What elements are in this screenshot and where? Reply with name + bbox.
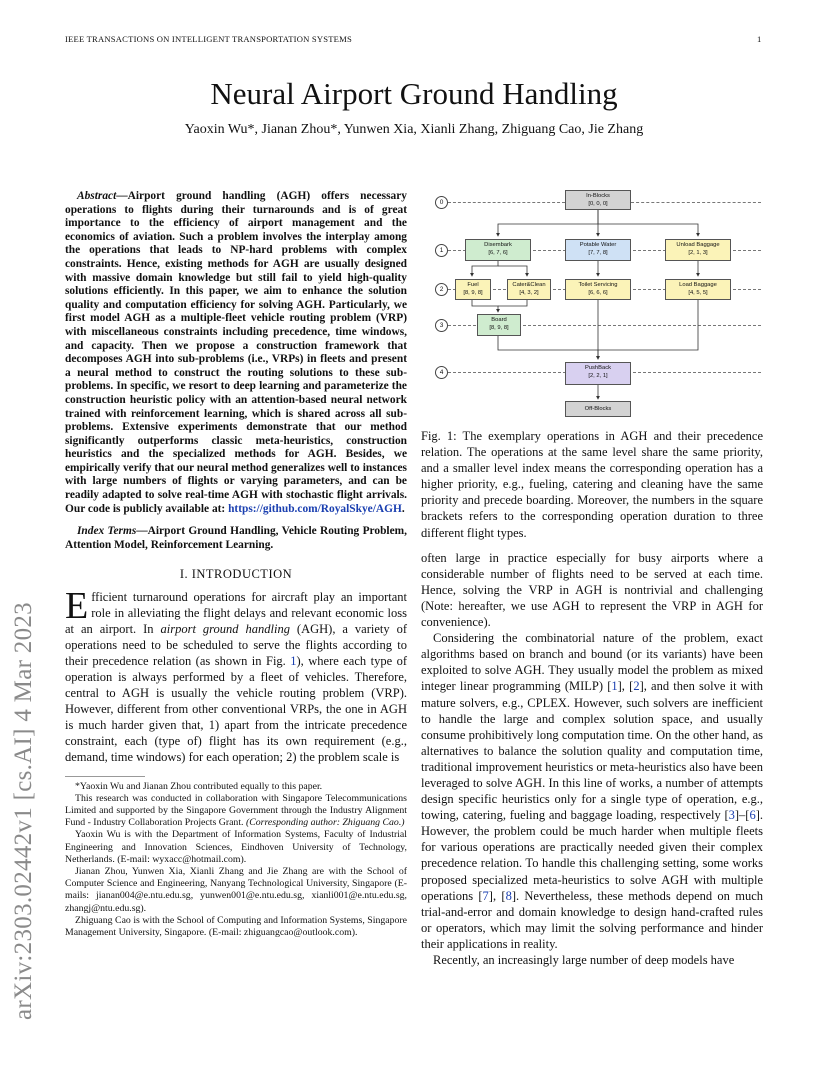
footnote-1: *Yaoxin Wu and Jianan Zhou contributed equally to this paper.: [75, 780, 323, 792]
footnote-3: Yaoxin Wu is with the Department of Information Systems, Faculty of Industrial Engineering and Innovation Sciences, Eindhoven University of Technology, Netherlands. (E-mail: wyxacc@hotmail.com).: [65, 829, 407, 865]
level-3-circle: 3: [435, 319, 448, 332]
paper-title: Neural Airport Ground Handling: [210, 76, 618, 111]
abstract-label: Abstract: [77, 190, 117, 202]
precedence-diagram: [425, 188, 765, 420]
left-column: [65, 190, 407, 939]
toilet-servicing-label: Toilet Servicing: [578, 282, 618, 288]
cite-1[interactable]: 1: [611, 679, 618, 694]
disembark-duration: [6, 7, 6]: [488, 249, 508, 256]
intro-term: airport ground handling: [160, 621, 290, 636]
intro-paragraph: [65, 584, 407, 766]
toilet-servicing-box: [565, 279, 631, 300]
figure-caption: Fig. 1: The exemplary operations in AGH and their precedence relation. The operations at the same level share the same priority, and a smaller level index means the corresponding operation has a higher priority, e.g., fueling, catering and cleaning have the same priority and precede boarding. Moreover, the numbers in the square brackets refers to the corresponding operation duration to three different flight types.: [421, 429, 763, 540]
right-paragraph-1: often large in practice especially for busy airports where a considerable number of flights need to be served at each time. Hence, solving the VRP in AGH is nontrivial and challenging (Note: hereafter, we use AGH to represent the VRP in AGH for convenience).: [421, 550, 763, 630]
potable-water-duration: [7, 7, 8]: [588, 249, 608, 256]
footnote-4: Jianan Zhou, Yunwen Xia, Xianli Zhang and Jie Zhang are with the School of Computer Science and Engineering, Nanyang Technological University, Singapore (E-mails: jianan004@e.ntu.edu.sg, yunwen001@e.ntu.edu.sg, xianli001@e.ntu.edu.sg, zhangj@ntu.edu.sg).: [65, 865, 407, 914]
rp2-text-b: ], [: [617, 679, 634, 694]
level-1-circle: 1: [435, 244, 448, 257]
potable-water-label: Potable Water: [579, 242, 617, 248]
off-blocks-box: [565, 401, 631, 417]
footnote-2-text: This research was conducted in collaboration with Singapore Telecommunications Limited and supported by the Singapore Government through the Industry Alignment Fund - Industry Collaboration Projects Grant.: [65, 792, 407, 829]
arxiv-stamp: arXiv:2303.02442v1 [cs.AI] 4 Mar 2023: [10, 602, 37, 1020]
unload-baggage-label: Unload Baggage: [676, 242, 720, 248]
footnote-2: [65, 793, 407, 830]
fuel-label: Fuel: [467, 282, 479, 288]
index-terms: [65, 525, 407, 552]
index-terms-label: Index Terms: [77, 525, 137, 538]
fuel-duration: [8, 9, 8]: [463, 289, 483, 296]
cite-3[interactable]: 3: [728, 808, 735, 823]
running-header: IEEE TRANSACTIONS ON INTELLIGENT TRANSPORTATION SYSTEMS: [65, 34, 352, 44]
rp2-text-e: ]. However, the problem could be much harder when multiple fleets for various operations are practically needed given their complex precedence relation. To handle this challenging setting, some works proposed specialized meta-heuristics to solve AGH with multiple operations [: [421, 808, 763, 903]
pushback-label: PushBack: [584, 365, 612, 371]
page-number: 1: [757, 34, 762, 44]
load-baggage-duration: [4, 5, 5]: [688, 289, 708, 296]
board-box: [477, 314, 521, 336]
right-paragraph-2: [421, 630, 763, 952]
board-label: Board: [491, 317, 507, 323]
in-blocks-box: [565, 190, 631, 210]
intro-text-1: fficient turnaround operations for aircraft play an important role in alleviating the flight delays and relevant economic loss at an airport. In: [65, 589, 407, 636]
rp2-text-d: ]–[: [734, 808, 750, 823]
unload-baggage-box: [665, 239, 731, 261]
off-blocks-label: Off-Blocks: [584, 406, 612, 412]
in-blocks-label: In-Blocks: [586, 193, 610, 199]
level-4-circle: 4: [435, 366, 448, 379]
fuel-box: [455, 279, 491, 300]
intro-text-3: ), where each type of operation is always performed by a fleet of vehicles. Therefore, central to AGH is usually the vehicle routing problem (VRP). However, different from other conventional VRPs, the one in AGH is much harder given that, 1) apart from the intricate precedence constraint, each (type of) flight has its own requirement (e.g., demand, time windows) for each operation; 2) the problem scale is: [65, 653, 407, 765]
level-0-circle: 0: [435, 196, 448, 209]
cater-clean-box: [507, 279, 551, 300]
footnote-2-italic: (Corresponding author: Zhiguang Cao.): [245, 817, 405, 829]
author-list: Yaoxin Wu*, Jianan Zhou*, Yunwen Xia, Xianli Zhang, Zhiguang Cao, Jie Zhang: [184, 122, 644, 137]
potable-water-box: [565, 239, 631, 261]
disembark-box: [465, 239, 531, 261]
level-2-circle: 2: [435, 283, 448, 296]
fig-ref-1[interactable]: 1: [290, 653, 297, 668]
right-column: [421, 428, 763, 968]
rp2-text-c: ], and then solve it with mature solvers, e.g., CPLEX. However, such solvers are inefficient to handle the large and complex solution space, and usually consume prohibitively long computation time. On the other hand, as alternatives to balance the solution quality and computation time, traditional improvement heuristics or meta-heuristics also have been leveraged to solve AGH. In this line of works, a number of attempts design specific heuristics only for a single type of operation, e.g., towing, catering, fueling and baggage loading, respectively [: [421, 679, 764, 823]
drop-cap: E: [65, 584, 89, 627]
abstract: [65, 190, 407, 516]
index-terms-text: —Airport Ground Handling, Vehicle Routing Problem, Attention Model, Reinforcement Learning.: [65, 525, 407, 551]
cite-2[interactable]: 2: [633, 679, 640, 694]
abstract-end: .: [401, 502, 405, 515]
rp2-text-a: Considering the combinatorial nature of the problem, exact algorithms based on branch and bound (or its variants) have been exploited to solve AGH. They usually model the problem as mixed integer linear programming (MILP) [: [421, 631, 763, 694]
section-heading-introduction: I. INTRODUCTION: [179, 567, 293, 582]
cite-6[interactable]: 6: [749, 808, 756, 823]
load-baggage-box: [665, 279, 731, 300]
pushback-box: [565, 362, 631, 385]
precedence-arrows: [425, 188, 765, 420]
footnote-5: Zhiguang Cao is with the School of Computing and Information Systems, Singapore Management University, Singapore. (E-mail: zhiguangcao@outlook.com).: [65, 914, 407, 938]
code-link[interactable]: https://github.com/RoyalSkye/AGH: [228, 502, 402, 515]
cite-7[interactable]: 7: [482, 888, 489, 903]
toilet-servicing-duration: [6, 6, 6]: [588, 289, 608, 296]
pushback-duration: [2, 2, 1]: [588, 372, 608, 379]
intro-text-2: (AGH), a variety of operations need to be scheduled to serve the flights according to their precedence relation (as shown in Fig.: [65, 621, 407, 668]
disembark-label: Disembark: [484, 242, 512, 248]
unload-baggage-duration: [2, 1, 3]: [688, 249, 708, 256]
cater-clean-duration: [4, 3, 2]: [519, 289, 539, 296]
footnote-rule: [65, 776, 145, 777]
in-blocks-duration: [0, 0, 0]: [588, 200, 608, 207]
cater-clean-label: Cater&Clean: [512, 282, 546, 288]
load-baggage-label: Load Baggage: [679, 282, 717, 288]
board-duration: [8, 9, 8]: [489, 324, 509, 331]
abstract-text: —Airport ground handling (AGH) offers necessary operations to flights during their turnarounds and is of great importance to the efficiency of airport management and the economics of aviation. Such a problem involves the interplay among the operations that leads to NP-hard problems with complex constraints. Hence, existing methods for AGH are usually designed with massive domain knowledge but still fail to yield high-quality solutions efficiently. In this paper, we aim to enhance the solution quality and computation efficiency for solving AGH. Particularly, we first model AGH as a multiple-fleet vehicle routing problem (VRP) with miscellaneous constraints including precedence, time windows, and capacity. Then we propose a construction framework that decomposes AGH into sub-problems (i.e., VRPs) in fleets and present a neural method to construct the routing solutions to these sub-problems. In specific, we resort to deep learning and parameterize the construction heuristic policy with an attention-based neural network trained with reinforcement learning, which is shared across all sub-problems. Extensive experiments demonstrate that our method significantly outperforms classic meta-heuristics, construction heuristics and the specialized methods for AGH. Besides, we empirically verify that our neural method generalizes well to instances with large numbers of flights or varying parameters, and can be readily adapted to solve real-time AGH with stochastic flight arrivals. Our code is publicly available at:: [65, 190, 407, 515]
rp2-text-f: ], [: [488, 888, 506, 903]
right-paragraph-3: Recently, an increasingly large number of deep models have: [433, 953, 735, 967]
cite-8[interactable]: 8: [505, 888, 512, 903]
footnotes: [65, 781, 407, 940]
rp2-text-g: ]. Nevertheless, these methods depend on much trial-and-error and domain knowledge to design hand-crafted rules or operators, which may limit the solving performance and hinder their applications in reality.: [421, 888, 764, 951]
